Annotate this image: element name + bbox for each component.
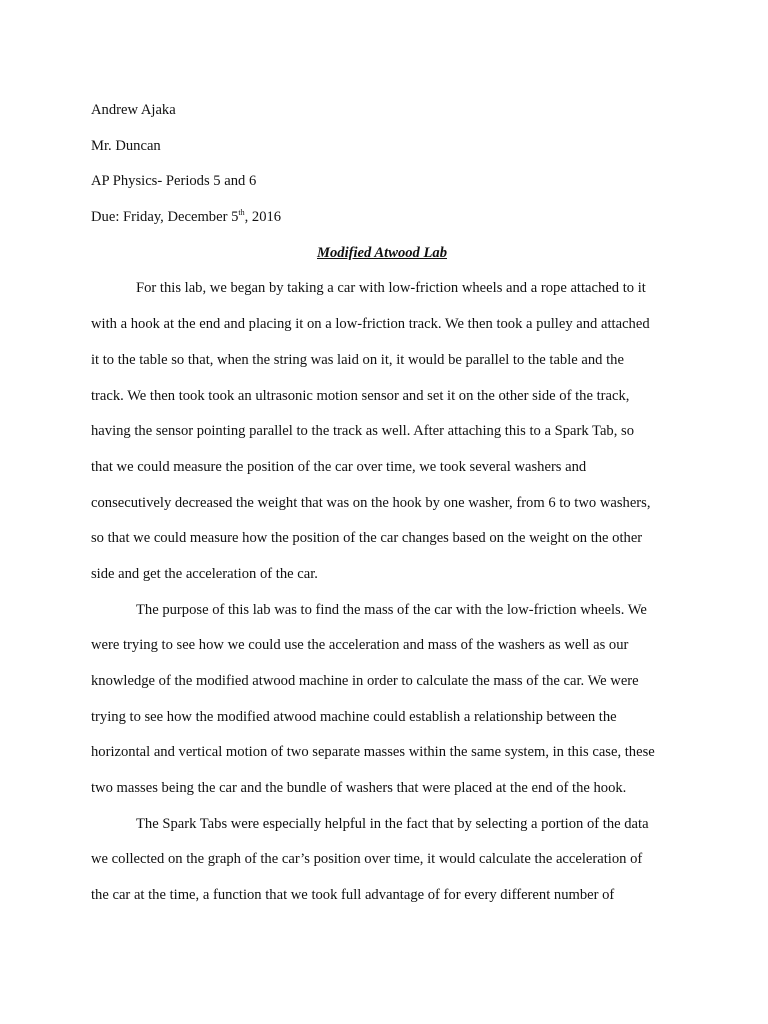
paragraph-line: we collected on the graph of the car’s position over time, it would calculate the acceleration of: [91, 851, 643, 868]
paragraph-line: consecutively decreased the weight that was on the hook by one washer, from 6 to two washers,: [91, 494, 651, 511]
course-name: AP Physics- Periods 5 and 6: [91, 173, 257, 190]
paragraph-line: so that we could measure how the position of the car changes based on the weight on the other: [91, 530, 643, 547]
due-date-text: Due: Friday, December 5: [91, 209, 239, 226]
paragraph-line: The purpose of this lab was to find the mass of the car with the low-friction wheels. We: [136, 601, 647, 618]
body-paragraph: [91, 807, 673, 914]
paragraph-line: knowledge of the modified atwood machine in order to calculate the mass of the car. We were: [91, 673, 639, 689]
paragraph-line: horizontal and vertical motion of two separate masses within the same system, in this case, these: [91, 744, 655, 761]
document-body: [91, 271, 673, 913]
body-paragraph: [91, 593, 673, 807]
paragraph-line: track. We then took took an ultrasonic motion sensor and set it on the other side of the track,: [91, 387, 630, 404]
paragraph-line: side and get the acceleration of the car.: [91, 565, 318, 582]
paragraph-line: the car at the time, a function that we took full advantage of for every different number of: [91, 887, 615, 904]
document-title: Modified Atwood Lab: [317, 244, 447, 261]
paragraph-line: The Spark Tabs were especially helpful in the fact that by selecting a portion of the data: [136, 815, 649, 832]
student-name: Andrew Ajaka: [91, 102, 176, 118]
paragraph-line: For this lab, we began by taking a car with low-friction wheels and a rope attached to it: [136, 280, 646, 297]
paragraph-line: having the sensor pointing parallel to the track as well. After attaching this to a Spark Tab, so: [91, 423, 635, 440]
paragraph-line: trying to see how the modified atwood machine could establish a relationship between the: [91, 708, 617, 725]
paragraph-line: it to the table so that, when the string was laid on it, it would be parallel to the table and the: [91, 351, 624, 368]
due-date-year: , 2016: [244, 209, 282, 226]
body-paragraph: [91, 271, 673, 592]
paragraph-line: were trying to see how we could use the acceleration and mass of the washers as well as our: [91, 637, 629, 654]
teacher-name: Mr. Duncan: [91, 137, 161, 154]
due-date-ordinal: th: [238, 208, 245, 218]
paragraph-line: that we could measure the position of the car over time, we took several washers and: [91, 458, 587, 475]
paragraph-line: two masses being the car and the bundle of washers that were placed at the end of the hook.: [91, 780, 627, 797]
paragraph-line: with a hook at the end and placing it on a low-friction track. We then took a pulley and attached: [91, 316, 650, 333]
due-date: [91, 200, 673, 236]
document-page: [91, 93, 673, 914]
